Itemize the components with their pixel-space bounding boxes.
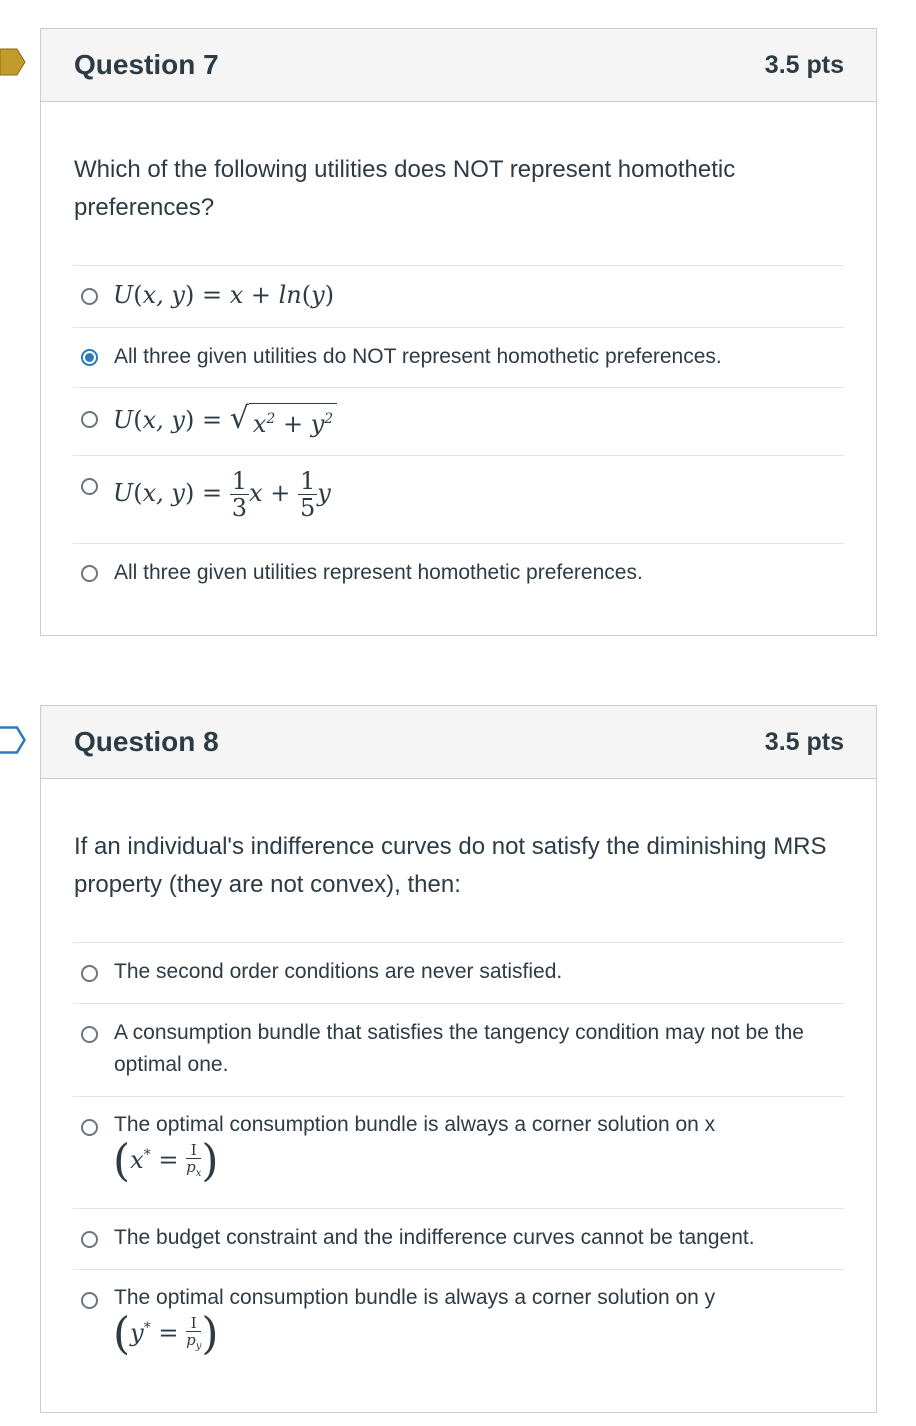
answer-option[interactable] [73,1208,844,1270]
question-title: Question 8 [74,726,219,757]
radio-button[interactable] [81,565,98,582]
answer-label: The second order conditions are never satisfied. [114,960,563,983]
question-8-flag-icon[interactable] [0,726,26,754]
radio-button[interactable] [81,1231,98,1248]
answer-label: The optimal consumption bundle is always a corner solution on y [114,1286,716,1309]
answer-math-label: (x* = $\frac{I}{p_x}$ ) [113,1135,219,1187]
answer-option[interactable] [73,1269,844,1380]
answer-option[interactable] [73,1096,844,1209]
answer-label: All three given utilities represent homothetic preferences. [114,561,643,584]
radio-button[interactable] [81,1119,98,1136]
answer-option[interactable] [73,543,844,604]
answer-option[interactable] [73,327,844,388]
answer-option[interactable] [73,387,844,456]
answer-math-label: (y* = $\frac{I}{p_y}$ ) [113,1308,219,1360]
question-7-header [41,29,876,102]
answer-label: All three given utilities do NOT represent homothetic preferences. [114,345,722,368]
radio-button[interactable] [81,1026,98,1043]
question-8-header [41,706,876,779]
question-7-card [40,28,877,636]
answer-math-label: U(x, y) = $\frac{1}{3}$ x + $\frac{1}{5}$ y [113,467,331,522]
answer-label: The optimal consumption bundle is always a corner solution on x [114,1113,716,1136]
radio-button[interactable] [81,288,98,305]
answer-label: The budget constraint and the indifference curves cannot be tangent. [114,1226,755,1249]
answer-option[interactable] [73,265,844,328]
radio-button-selected[interactable] [81,349,98,366]
radio-button[interactable] [81,478,98,495]
question-points: 3.5 pts [764,50,844,79]
answer-option[interactable] [73,942,844,1004]
question-8-card [40,705,877,1413]
answer-math-label: U(x, y) = x + ln(y) [113,281,335,309]
radio-button[interactable] [81,411,98,428]
answer-option[interactable] [73,455,844,544]
answer-label: A consumption bundle that satisfies the tangency condition may not be the optimal one. [114,1021,804,1076]
answer-math-label: U(x, y) = √ $x^2 + y^2$ [113,403,824,440]
question-text: If an individual's indifference curves do not satisfy the diminishing MRS property (they are not convex), then: [74,833,827,898]
radio-button[interactable] [81,1292,98,1309]
question-points: 3.5 pts [764,727,844,756]
radio-button[interactable] [81,965,98,982]
answer-option[interactable] [73,1003,844,1097]
question-7-flag-icon[interactable] [0,48,26,76]
question-text: Which of the following utilities does NOT represent homothetic preferences? [74,156,736,221]
question-title: Question 7 [74,49,219,80]
